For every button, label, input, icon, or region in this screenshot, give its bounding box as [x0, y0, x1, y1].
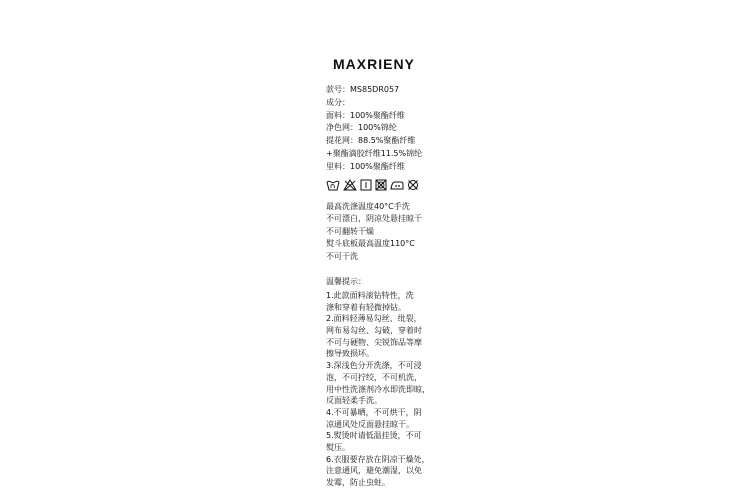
tips-line: 泡，不可拧绞，不可机洗， — [326, 372, 422, 382]
tips-line: 发霉，防止虫蛀。 — [326, 478, 390, 487]
brand-title: MAXRIENY — [333, 56, 415, 72]
care-line: 最高洗涤温度40°C手洗 — [326, 202, 410, 211]
no-dry-clean-icon — [407, 179, 419, 191]
composition-line: 面料：100%聚酯纤维 — [326, 110, 405, 120]
care-symbols-row — [326, 179, 419, 191]
tips-section — [326, 290, 430, 489]
tips-line: 凉通风处反面悬挂晾干。 — [326, 419, 414, 429]
tips-line: 2.面料轻薄易勾丝、纰裂， — [326, 314, 422, 324]
composition-line: 净色网：100%锦纶 — [326, 123, 397, 133]
tips-line: 5.熨烫时请低温挂烫，不可 — [326, 431, 422, 441]
care-line: 不可翻转干燥 — [326, 226, 374, 236]
care-line: 不可漂白，阴凉处悬挂晾干 — [326, 214, 422, 224]
no-bleach-icon — [343, 179, 357, 191]
care-line: 不可干洗 — [326, 251, 358, 261]
care-instructions — [326, 201, 422, 263]
tips-line: 6.衣服要存放在阴凉干燥处， — [326, 454, 430, 464]
composition-heading: 成分： — [326, 97, 350, 107]
tips-line: 注意通风，避免潮湿，以免 — [326, 466, 422, 476]
composition-line: 提花网：88.5%聚酯纤维 — [326, 136, 416, 146]
tips-line: 网布易勾丝、勾破，穿着时 — [326, 326, 422, 336]
care-line: 熨斗底板最高温度110°C — [326, 239, 415, 249]
line-dry-icon — [360, 179, 372, 191]
no-tumble-dry-icon — [375, 179, 387, 191]
tips-line: 擦导致损坏。 — [326, 349, 374, 359]
tips-line: 涤和穿着有轻微掉钻。 — [326, 302, 406, 312]
tips-line: 不可与硬物、尖锐饰品等摩 — [326, 337, 422, 347]
tips-line: 1.此款面料滚钻特性，洗 — [326, 291, 414, 300]
style-number: 款号：MS85DR057 — [326, 85, 400, 94]
hand-wash-icon — [326, 179, 340, 191]
tips-line: 熨压。 — [326, 442, 350, 452]
tips-line: 3.深浅色分开洗涤，不可浸 — [326, 361, 422, 371]
iron-medium-icon — [390, 179, 404, 191]
tips-heading: 温馨提示： — [326, 277, 366, 286]
composition-line: 里料：100%聚酯纤维 — [326, 161, 405, 171]
composition-line: +聚酯滴胶纤维11.5%锦纶 — [326, 148, 423, 158]
tips-line: 用中性洗涤剂冷水即洗即晾， — [326, 384, 430, 394]
composition-section — [326, 84, 422, 174]
tips-line: 4.不可暴晒，不可烘干，阴 — [326, 407, 422, 417]
tips-line: 反面轻柔手洗。 — [326, 396, 382, 406]
